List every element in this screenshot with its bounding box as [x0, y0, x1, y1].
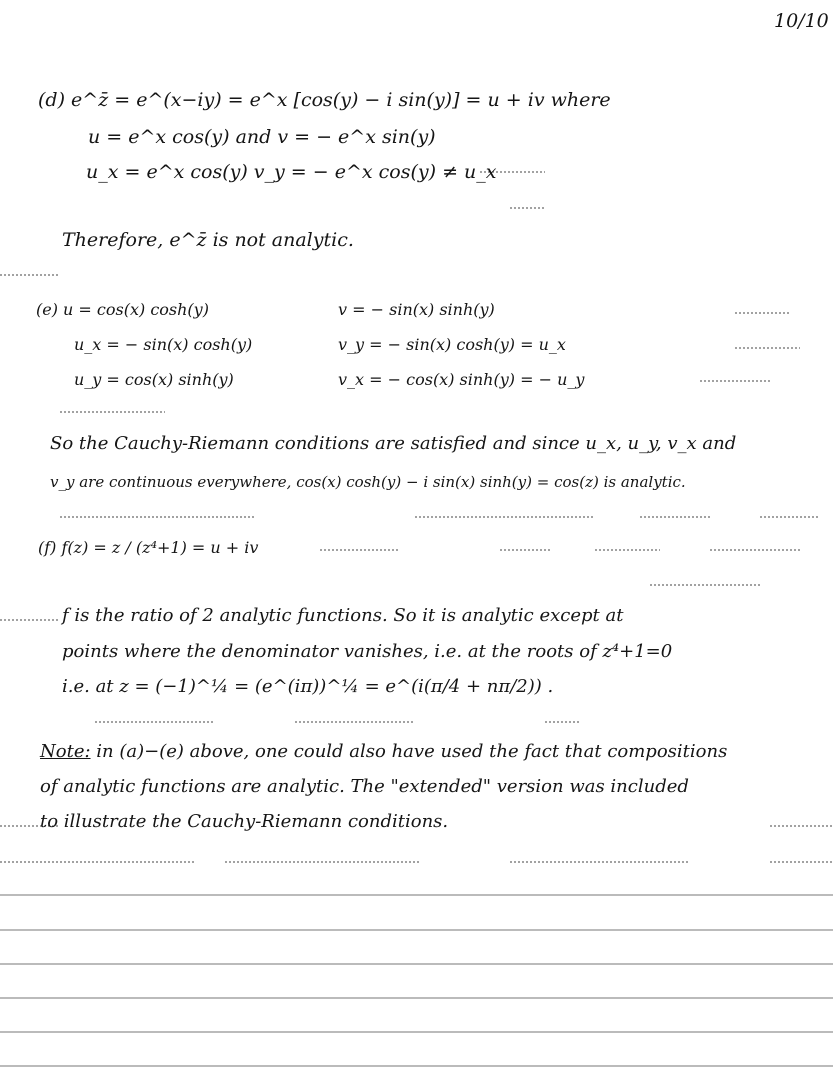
part-e-row3-left: u_y = cos(x) sinh(y): [74, 370, 234, 389]
note-label: Note:: [40, 741, 91, 762]
note-line-3: to illustrate the Cauchy-Riemann conditions.: [40, 811, 449, 832]
part-e-conclusion-line-1: So the Cauchy-Riemann conditions are satisfied and since u_x, u_y, v_x and: [50, 433, 737, 454]
note-line-1: [40, 740, 727, 764]
part-f-line-2: points where the denominator vanishes, i.e. at the roots of z⁴+1=0: [62, 641, 673, 662]
part-e-row3-right: v_x = − cos(x) sinh(y) = − u_y: [338, 370, 585, 389]
part-e-conclusion-line-2: v_y are continuous everywhere, cos(x) cosh(y) − i sin(x) sinh(y) = cos(z) is analytic.: [50, 473, 686, 491]
note-text-1: in (a)−(e) above, one could also have used the fact that compositions: [96, 741, 728, 762]
part-d-conclusion: Therefore, e^z̄ is not analytic.: [62, 229, 354, 251]
part-d-line-2: u = e^x cos(y) and v = − e^x sin(y): [88, 126, 436, 148]
note-line-2: of analytic functions are analytic. The "extended" version was included: [40, 776, 689, 797]
part-e-row2-left: u_x = − sin(x) cosh(y): [74, 335, 253, 354]
part-d-line-1: (d) e^z̄ = e^(x−iy) = e^x [cos(y) − i sin(y)] = u + iv where: [38, 89, 611, 111]
part-f-line-1: f is the ratio of 2 analytic functions. So it is analytic except at: [62, 605, 624, 626]
part-e-row2-right: v_y = − sin(x) cosh(y) = u_x: [338, 335, 566, 354]
part-e-row1-left: (e) u = cos(x) cosh(y): [36, 300, 209, 319]
part-d-line-3: u_x = e^x cos(y) v_y = − e^x cos(y) ≠ u_x: [86, 161, 497, 183]
part-e-row1-right: v = − sin(x) sinh(y): [338, 300, 495, 319]
part-f-definition: (f) f(z) = z / (z⁴+1) = u + iv: [38, 538, 259, 557]
part-f-line-3: i.e. at z = (−1)^¼ = (e^(iπ))^¼ = e^(i(π/4 + nπ/2)) .: [62, 676, 554, 697]
page-number: 10/10: [774, 10, 829, 32]
